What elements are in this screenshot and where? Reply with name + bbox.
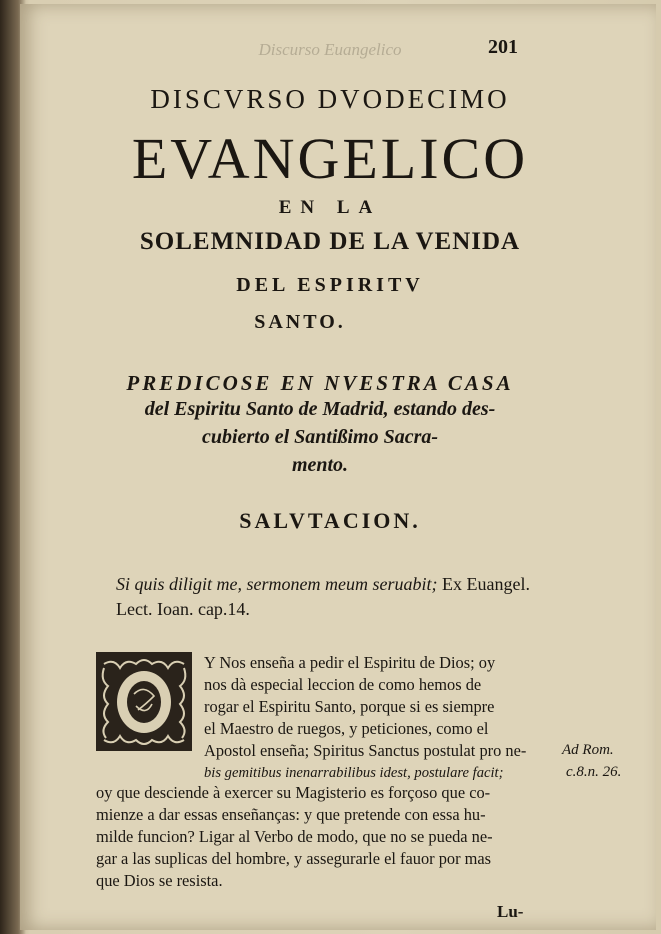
body-line-5: Apostol enseña; Spiritus Sanctus postulat pro ne- xyxy=(204,741,527,760)
body-line-4: el Maestro de ruegos, y peticiones, como el xyxy=(204,719,489,738)
subtitle-line-2: del Espiritu Santo de Madrid, estando des- xyxy=(144,398,496,420)
body-line-3: rogar el Espiritu Santo, porque si es siempre xyxy=(204,697,495,716)
subtitle-line-1: PREDICOSE EN NVESTRA CASA xyxy=(126,371,514,395)
body-line-1: Y Nos enseña a pedir el Espiritu de Dios; oy xyxy=(204,653,496,672)
title-line-4: SOLEMNIDAD DE LA VENIDA xyxy=(139,228,521,255)
title-line-1: DISCVRSO DVODECIMO xyxy=(150,84,510,114)
margin-note-line-1: Ad Rom. xyxy=(562,742,614,758)
verse-line xyxy=(116,574,536,595)
title-line-6: SANTO. xyxy=(254,311,346,333)
title-line-2: EVANGELICO xyxy=(131,126,529,191)
body-line-9: milde funcion? Ligar al Verbo de modo, que no se pueda ne- xyxy=(96,827,493,846)
title-line-3: EN LA xyxy=(278,197,382,218)
ornament-o-icon xyxy=(98,654,190,749)
running-head: Discurso Euangelico xyxy=(258,40,402,59)
catchword: Lu- xyxy=(497,902,524,921)
body-line-6: bis gemitibus inenarrabilibus idest, postulare facit; xyxy=(204,765,504,781)
body-line-2: nos dà especial leccion de como hemos de xyxy=(204,675,482,694)
body-line-10: gar a las suplicas del hombre, y assegurarle el fauor por mas xyxy=(96,849,492,868)
salutation-heading: SALVTACION. xyxy=(239,508,421,533)
body-line-8: mienze a dar essas enseñanças: y que pretende con essa hu- xyxy=(96,805,486,824)
verse-source-2: Lect. Ioan. cap.14. xyxy=(116,599,250,619)
decorated-initial-icon xyxy=(96,652,192,751)
body-line-11: que Dios se resista. xyxy=(96,871,223,890)
verse-source: Ex Euangel. xyxy=(441,574,530,594)
margin-note-line-2: c.8.n. 26. xyxy=(566,764,622,780)
page-number: 201 xyxy=(488,36,518,58)
subtitle-line-4: mento. xyxy=(291,454,349,476)
body-line-7: oy que desciende à exercer su Magisterio es forçoso que co- xyxy=(96,783,491,802)
verse-latin: Si quis diligit me, sermonem meum seruabit; xyxy=(116,574,438,594)
title-line-5: DEL ESPIRITV xyxy=(236,274,424,296)
subtitle-line-3: cubierto el Santißimo Sacra- xyxy=(201,426,439,448)
